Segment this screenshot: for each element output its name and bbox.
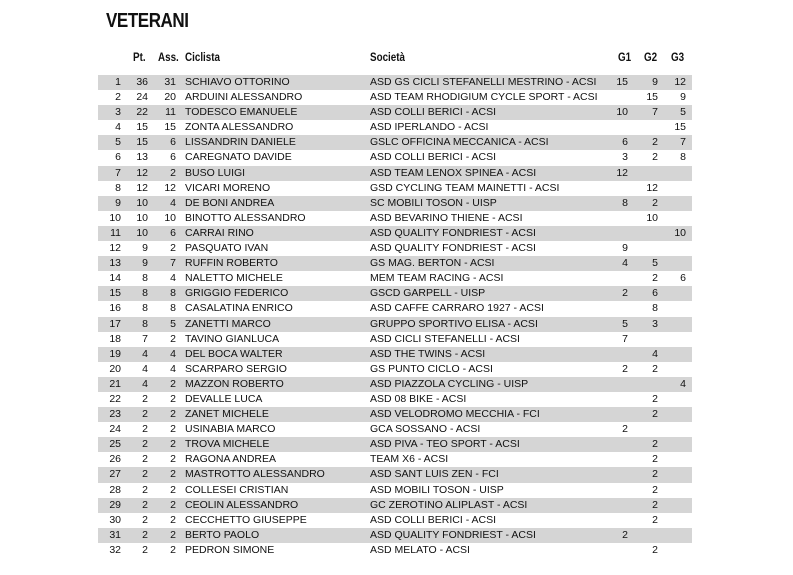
cell-points: 2 [142, 468, 148, 481]
table-row [98, 317, 692, 332]
cell-points: 15 [136, 121, 148, 134]
table-row [98, 105, 692, 120]
cell-position: 14 [109, 272, 121, 285]
cell-position: 8 [115, 181, 121, 194]
cell-g2: 2 [652, 151, 658, 164]
cell-points: 9 [142, 257, 148, 270]
cell-position: 23 [109, 408, 121, 421]
table-row [98, 452, 692, 467]
cell-g2: 3 [652, 317, 658, 330]
table-row [98, 528, 692, 543]
cell-societa: ASD PIVA - TEO SPORT - ACSI [370, 438, 520, 451]
cell-position: 21 [109, 377, 121, 390]
cell-g3: 9 [680, 91, 686, 104]
cell-g3: 4 [680, 377, 686, 390]
cell-g2: 12 [646, 181, 658, 194]
cell-societa: MEM TEAM RACING - ACSI [370, 272, 504, 285]
cell-g3: 5 [680, 106, 686, 119]
table-row [98, 181, 692, 196]
cell-ass: 11 [165, 106, 176, 119]
cell-societa: ASD QUALITY FONDRIEST - ACSI [370, 226, 536, 239]
cell-g2: 5 [652, 257, 658, 270]
cell-position: 12 [109, 242, 121, 255]
cell-ciclista: GRIGGIO FEDERICO [185, 287, 289, 300]
cell-ciclista: MASTROTTO ALESSANDRO [185, 468, 325, 481]
cell-points: 4 [142, 377, 148, 390]
cell-points: 12 [136, 166, 148, 179]
table-row [98, 543, 692, 558]
cell-position: 17 [109, 317, 121, 330]
cell-g2: 8 [652, 302, 658, 315]
cell-points: 15 [136, 136, 148, 149]
cell-societa: TEAM X6 - ACSI [370, 453, 449, 466]
cell-g2: 2 [652, 468, 658, 481]
cell-societa: ASD THE TWINS - ACSI [370, 347, 486, 360]
cell-points: 22 [136, 106, 148, 119]
cell-ciclista: CASALATINA ENRICO [185, 302, 293, 315]
cell-g2: 2 [652, 453, 658, 466]
table-row [98, 90, 692, 105]
cell-position: 29 [109, 498, 121, 511]
cell-ass: 2 [170, 528, 176, 541]
cell-ass: 2 [170, 498, 176, 511]
cell-g1: 10 [616, 106, 628, 119]
header-ass: Ass. [158, 50, 179, 64]
cell-ciclista: ZONTA ALESSANDRO [185, 121, 294, 134]
cell-points: 10 [136, 226, 148, 239]
cell-ciclista: SCARPARO SERGIO [185, 362, 287, 375]
cell-position: 28 [109, 483, 121, 496]
cell-position: 27 [109, 468, 121, 481]
cell-position: 4 [115, 121, 121, 134]
cell-ciclista: USINABIA MARCO [185, 423, 276, 436]
cell-g1: 6 [622, 136, 628, 149]
cell-position: 11 [110, 226, 121, 239]
standings-table [98, 75, 692, 558]
cell-points: 8 [142, 287, 148, 300]
cell-ass: 6 [170, 151, 176, 164]
cell-g2: 2 [652, 362, 658, 375]
cell-ass: 7 [170, 257, 176, 270]
cell-ass: 2 [170, 483, 176, 496]
cell-ass: 5 [170, 317, 176, 330]
cell-ass: 4 [170, 272, 176, 285]
cell-ass: 15 [164, 121, 176, 134]
cell-societa: GSLC OFFICINA MECCANICA - ACSI [370, 136, 549, 149]
cell-g2: 2 [652, 513, 658, 526]
cell-societa: GSCD GARPELL - UISP [370, 287, 486, 300]
cell-g1: 8 [622, 196, 628, 209]
cell-points: 9 [142, 242, 148, 255]
table-row [98, 135, 692, 150]
cell-position: 18 [109, 332, 121, 345]
cell-ciclista: NALETTO MICHELE [185, 272, 283, 285]
cell-position: 13 [109, 257, 121, 270]
cell-g1: 15 [616, 76, 628, 88]
cell-g2: 9 [652, 76, 658, 88]
cell-societa: ASD BEVARINO THIENE - ACSI [370, 211, 523, 224]
cell-societa: ASD TEAM RHODIGIUM CYCLE SPORT - ACSI [370, 91, 598, 104]
cell-societa: ASD CAFFE CARRARO 1927 - ACSI [370, 302, 544, 315]
cell-points: 7 [142, 332, 148, 345]
table-row [98, 513, 692, 528]
cell-ciclista: MAZZON ROBERTO [185, 377, 284, 390]
header-g1: G1 [618, 50, 632, 64]
cell-societa: GS PUNTO CICLO - ACSI [370, 362, 493, 375]
table-row [98, 150, 692, 165]
cell-points: 2 [142, 543, 148, 556]
cell-points: 8 [142, 302, 148, 315]
table-row [98, 467, 692, 482]
cell-g2: 2 [652, 272, 658, 285]
cell-ass: 6 [170, 136, 176, 149]
cell-ciclista: RAGONA ANDREA [185, 453, 277, 466]
table-row [98, 422, 692, 437]
cell-g2: 2 [652, 543, 658, 556]
cell-g1: 2 [622, 423, 628, 436]
cell-ciclista: PEDRON SIMONE [185, 543, 275, 556]
cell-g1: 5 [622, 317, 628, 330]
cell-ass: 20 [164, 91, 176, 104]
table-row [98, 241, 692, 256]
cell-societa: ASD QUALITY FONDRIEST - ACSI [370, 528, 536, 541]
cell-position: 7 [115, 166, 121, 179]
cell-position: 24 [109, 423, 121, 436]
cell-societa: GRUPPO SPORTIVO ELISA - ACSI [370, 317, 538, 330]
cell-ass: 2 [170, 392, 176, 405]
cell-position: 25 [109, 438, 121, 451]
cell-societa: ASD MOBILI TOSON - UISP [370, 483, 504, 496]
table-row [98, 271, 692, 286]
cell-ciclista: BINOTTO ALESSANDRO [185, 211, 306, 224]
cell-points: 8 [142, 272, 148, 285]
cell-societa: ASD VELODROMO MECCHIA - FCI [370, 408, 540, 421]
cell-g2: 2 [652, 438, 658, 451]
header-g3: G3 [671, 50, 685, 64]
cell-points: 4 [142, 347, 148, 360]
cell-points: 2 [142, 483, 148, 496]
header-g2: G2 [644, 50, 658, 64]
cell-ciclista: DE BONI ANDREA [185, 196, 275, 209]
cell-ass: 6 [170, 226, 176, 239]
cell-points: 2 [142, 498, 148, 511]
cell-points: 12 [136, 181, 148, 194]
cell-points: 2 [142, 392, 148, 405]
cell-ciclista: COLLESEI CRISTIAN [185, 483, 289, 496]
cell-g1: 2 [622, 528, 628, 541]
cell-points: 24 [136, 91, 148, 104]
cell-position: 31 [109, 528, 121, 541]
table-row [98, 362, 692, 377]
cell-g2: 2 [652, 196, 658, 209]
cell-g2: 2 [652, 136, 658, 149]
cell-societa: ASD SANT LUIS ZEN - FCI [370, 468, 499, 481]
cell-societa: SC MOBILI TOSON - UISP [370, 196, 497, 209]
cell-g3: 15 [674, 121, 686, 134]
cell-societa: ASD PIAZZOLA CYCLING - UISP [370, 377, 529, 390]
cell-ass: 2 [170, 543, 176, 556]
cell-position: 32 [109, 543, 121, 556]
cell-ciclista: TAVINO GIANLUCA [185, 332, 280, 345]
header-societa: Società [370, 50, 406, 64]
cell-g3: 7 [680, 136, 686, 149]
cell-ciclista: TROVA MICHELE [185, 438, 270, 451]
cell-ass: 8 [170, 302, 176, 315]
cell-g3: 10 [674, 226, 686, 239]
cell-position: 30 [109, 513, 121, 526]
cell-points: 2 [142, 408, 148, 421]
table-row [98, 301, 692, 316]
table-row [98, 196, 692, 211]
cell-g2: 4 [652, 347, 658, 360]
cell-g1: 9 [622, 242, 628, 255]
cell-position: 26 [109, 453, 121, 466]
cell-g1: 2 [622, 287, 628, 300]
cell-points: 8 [142, 317, 148, 330]
cell-points: 36 [136, 76, 148, 88]
cell-societa: ASD QUALITY FONDRIEST - ACSI [370, 242, 536, 255]
cell-ciclista: ZANET MICHELE [185, 408, 269, 421]
cell-position: 16 [109, 302, 121, 315]
cell-position: 1 [115, 76, 121, 88]
cell-points: 10 [136, 211, 148, 224]
cell-societa: ASD 08 BIKE - ACSI [370, 392, 467, 405]
cell-ciclista: BERTO PAOLO [185, 528, 260, 541]
table-row [98, 211, 692, 226]
header-pt: Pt. [133, 50, 146, 64]
cell-points: 2 [142, 528, 148, 541]
cell-points: 10 [136, 196, 148, 209]
cell-societa: GSD CYCLING TEAM MAINETTI - ACSI [370, 181, 560, 194]
cell-ass: 2 [170, 377, 176, 390]
cell-societa: GC ZEROTINO ALIPLAST - ACSI [370, 498, 528, 511]
cell-societa: ASD CICLI STEFANELLI - ACSI [370, 332, 520, 345]
cell-societa: GS MAG. BERTON - ACSI [370, 257, 495, 270]
cell-ass: 4 [170, 362, 176, 375]
cell-g2: 6 [652, 287, 658, 300]
cell-societa: ASD TEAM LENOX SPINEA - ACSI [370, 166, 537, 179]
cell-g3: 8 [680, 151, 686, 164]
cell-ciclista: CARRAI RINO [185, 226, 254, 239]
cell-points: 4 [142, 362, 148, 375]
cell-position: 2 [115, 91, 121, 104]
table-row [98, 483, 692, 498]
table-row [98, 332, 692, 347]
cell-g2: 2 [652, 498, 658, 511]
cell-g3: 12 [674, 76, 686, 88]
cell-g2: 10 [646, 211, 658, 224]
cell-points: 2 [142, 438, 148, 451]
cell-ciclista: RUFFIN ROBERTO [185, 257, 278, 270]
cell-ciclista: BUSO LUIGI [185, 166, 246, 179]
header-ciclista: Ciclista [185, 50, 221, 64]
table-row [98, 166, 692, 181]
cell-ciclista: SCHIAVO OTTORINO [185, 76, 290, 88]
cell-ass: 12 [164, 181, 176, 194]
cell-ciclista: VICARI MORENO [185, 181, 271, 194]
cell-position: 9 [115, 196, 121, 209]
cell-ass: 10 [164, 211, 176, 224]
cell-points: 2 [142, 453, 148, 466]
cell-points: 2 [142, 513, 148, 526]
table-row [98, 347, 692, 362]
cell-points: 2 [142, 423, 148, 436]
cell-ciclista: CEOLIN ALESSANDRO [185, 498, 299, 511]
cell-ass: 4 [170, 347, 176, 360]
cell-g1: 3 [622, 151, 628, 164]
cell-g2: 2 [652, 408, 658, 421]
cell-ciclista: CECCHETTO GIUSEPPE [185, 513, 307, 526]
cell-g2: 7 [652, 106, 658, 119]
table-row [98, 256, 692, 271]
cell-ciclista: DEL BOCA WALTER [185, 347, 283, 360]
cell-ass: 2 [170, 513, 176, 526]
cell-g1: 7 [622, 332, 628, 345]
cell-ass: 2 [170, 408, 176, 421]
cell-ass: 2 [170, 468, 176, 481]
cell-ciclista: PASQUATO IVAN [185, 242, 269, 255]
cell-ass: 2 [170, 166, 176, 179]
cell-position: 15 [109, 287, 121, 300]
cell-g1: 4 [622, 257, 628, 270]
cell-position: 5 [115, 136, 121, 149]
cell-societa: ASD GS CICLI STEFANELLI MESTRINO - ACSI [370, 76, 597, 88]
cell-societa: ASD COLLI BERICI - ACSI [370, 151, 497, 164]
cell-position: 6 [115, 151, 121, 164]
table-row [98, 120, 692, 135]
cell-ass: 4 [170, 196, 176, 209]
cell-ass: 2 [170, 332, 176, 345]
cell-societa: GCA SOSSANO - ACSI [370, 423, 481, 436]
table-row [98, 392, 692, 407]
table-row [98, 75, 692, 90]
cell-g2: 2 [652, 483, 658, 496]
cell-position: 10 [109, 211, 121, 224]
cell-societa: ASD COLLI BERICI - ACSI [370, 106, 497, 119]
cell-societa: ASD MELATO - ACSI [370, 543, 470, 556]
table-row [98, 498, 692, 513]
cell-g1: 12 [616, 166, 628, 179]
cell-ass: 2 [170, 453, 176, 466]
table-row [98, 407, 692, 422]
cell-g2: 15 [646, 91, 658, 104]
cell-position: 22 [109, 392, 121, 405]
cell-ciclista: LISSANDRIN DANIELE [185, 136, 296, 149]
cell-societa: ASD COLLI BERICI - ACSI [370, 513, 497, 526]
cell-ciclista: ZANETTI MARCO [185, 317, 271, 330]
cell-ass: 2 [170, 438, 176, 451]
table-row [98, 377, 692, 392]
cell-ass: 2 [170, 423, 176, 436]
table-row [98, 437, 692, 452]
cell-ciclista: DEVALLE LUCA [185, 392, 263, 405]
cell-ass: 2 [170, 242, 176, 255]
cell-ass: 8 [170, 287, 176, 300]
cell-ass: 31 [164, 76, 176, 88]
cell-position: 3 [115, 106, 121, 119]
cell-position: 20 [109, 362, 121, 375]
table-row [98, 286, 692, 301]
page-title: VETERANI [106, 10, 189, 32]
cell-g2: 2 [652, 392, 658, 405]
cell-g1: 2 [622, 362, 628, 375]
table-row [98, 226, 692, 241]
cell-position: 19 [109, 347, 121, 360]
cell-societa: ASD IPERLANDO - ACSI [370, 121, 489, 134]
cell-g3: 6 [680, 272, 686, 285]
cell-ciclista: ARDUINI ALESSANDRO [185, 91, 303, 104]
cell-ciclista: CAREGNATO DAVIDE [185, 151, 292, 164]
cell-points: 13 [136, 151, 148, 164]
cell-ciclista: TODESCO EMANUELE [185, 106, 298, 119]
